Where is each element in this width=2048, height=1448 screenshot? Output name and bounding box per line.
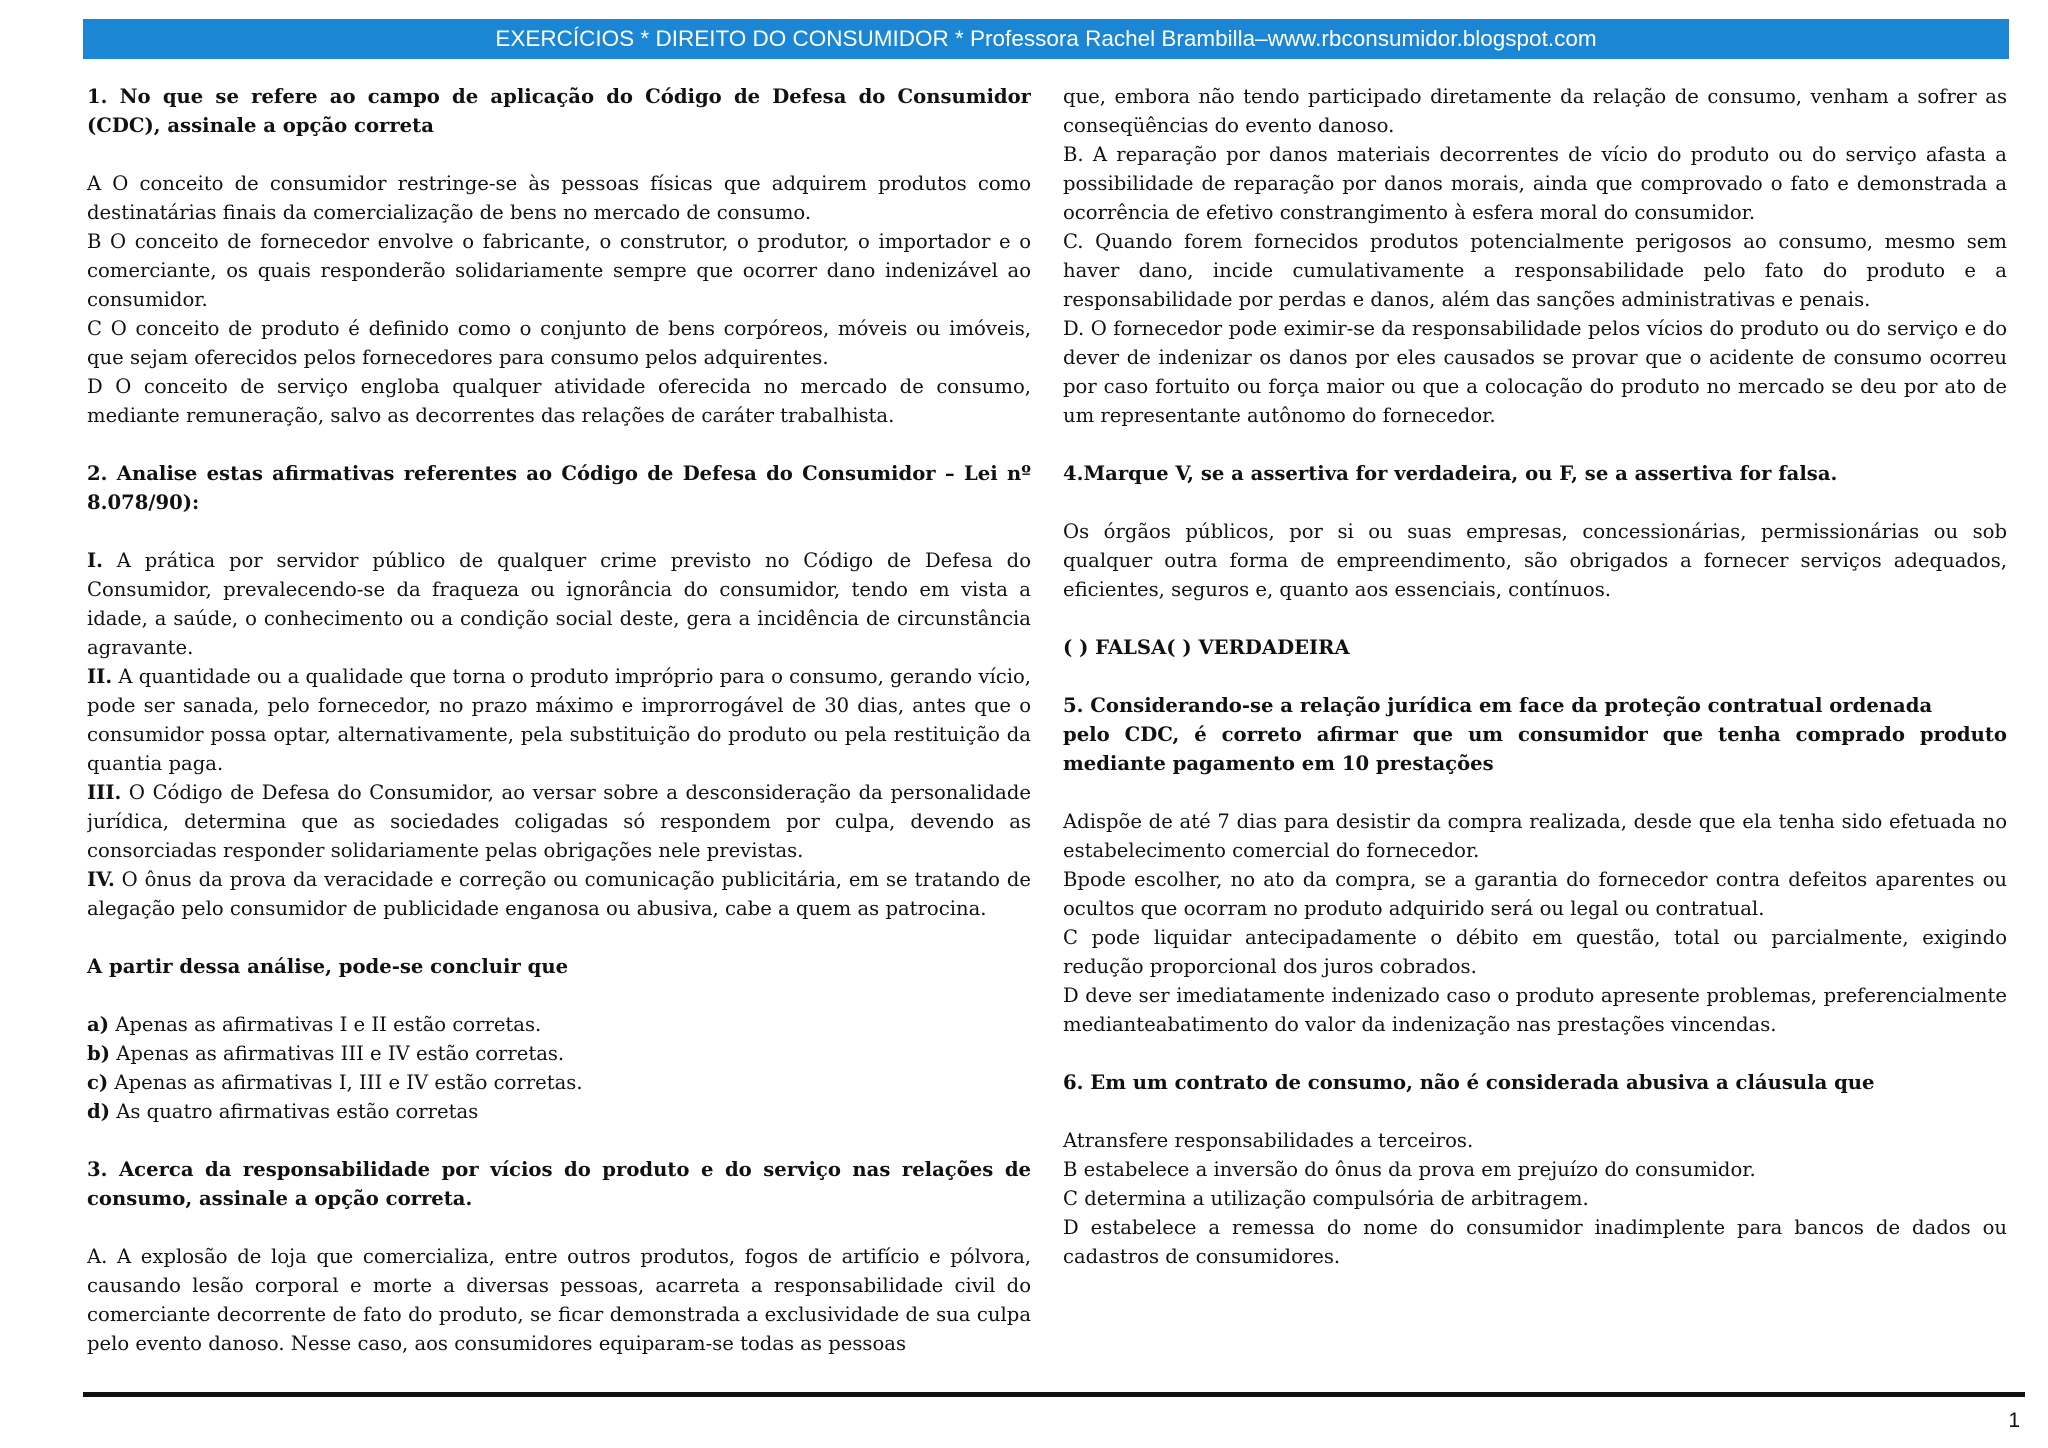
question-2-statement-2 bbox=[87, 662, 1031, 778]
page-number: 1 bbox=[2008, 1409, 2020, 1432]
statement-label: II. bbox=[87, 665, 113, 688]
question-1-option-d: D O conceito de serviço engloba qualquer atividade oferecida no mercado de consumo, mediante remuneração, salvo as decorrentes das relações de caráter trabalhista. bbox=[87, 375, 1031, 427]
question-5-option-b: Bpode escolher, no ato da compra, se a garantia do fornecedor contra defeitos aparentes ou ocultos que ocorram no produto adquirido será ou legal ou contratual. bbox=[1063, 868, 2007, 920]
question-5-title-line1: 5. Considerando-se a relação jurídica em face da proteção contratual ordenada bbox=[1063, 694, 1933, 717]
question-1-option-c: C O conceito de produto é definido como o conjunto de bens corpóreos, móveis ou imóveis, que sejam oferecidos pelos fornecedores para consumo pelos adquirentes. bbox=[87, 317, 1031, 369]
question-2-title: 2. Analise estas afirmativas referentes ao Código de Defesa do Consumidor – Lei nº 8.078/90): bbox=[87, 462, 1031, 514]
question-6-option-c: C determina a utilização compulsória de arbitragem. bbox=[1063, 1187, 1589, 1210]
question-3-option-a-part2: que, embora não tendo participado diretamente da relação de consumo, venham a sofrer as conseqüências do evento danoso. bbox=[1063, 85, 2007, 137]
question-1-option-b: B O conceito de fornecedor envolve o fabricante, o construtor, o produtor, o importador e o comerciante, os quais responderão solidariamente sempre que ocorrer dano indenizável ao consumidor. bbox=[87, 230, 1031, 311]
question-4-answer: ( ) FALSA( ) VERDADEIRA bbox=[1063, 636, 1350, 659]
question-2-option-a bbox=[87, 1010, 1031, 1039]
question-6-option-d: D estabelece a remessa do nome do consumidor inadimplente para bancos de dados ou cadastros de consumidores. bbox=[1063, 1216, 2007, 1268]
question-1-option-a: A O conceito de consumidor restringe-se às pessoas físicas que adquirem produtos como destinatárias finais da comercialização de bens no mercado de consumo. bbox=[87, 172, 1031, 224]
right-column bbox=[1063, 82, 2007, 1392]
statement-label: IV. bbox=[87, 868, 115, 891]
question-6-option-a: Atransfere responsabilidades a terceiros. bbox=[1063, 1129, 1474, 1152]
option-label: d) bbox=[87, 1100, 110, 1123]
question-2-statement-3 bbox=[87, 778, 1031, 865]
question-3-option-b: B. A reparação por danos materiais decorrentes de vício do produto ou do serviço afasta a possibilidade de reparação por danos morais, ainda que comprovado o fato e demonstrada a ocorrência de efetivo constrangimento à esfera moral do consumidor. bbox=[1063, 143, 2007, 224]
left-column bbox=[87, 82, 1031, 1392]
statement-text: A prática por servidor público de qualquer crime previsto no Código de Defesa do Consumidor, prevalecendo-se da fraqueza ou ignorância do consumidor, tendo em vista a idade, a saúde, o conhecimento ou a condição social deste, gera a incidência de circunstância agravante. bbox=[87, 549, 1031, 659]
statement-text: A quantidade ou a qualidade que torna o produto impróprio para o consumo, gerando vício, pode ser sanada, pelo fornecedor, no prazo máximo e improrrogável de 30 dias, antes que o consumidor possa optar, alternativamente, pela substituição do produto ou pela restituição da quantia paga. bbox=[87, 665, 1031, 775]
statement-label: I. bbox=[87, 549, 103, 572]
question-6-title: 6. Em um contrato de consumo, não é considerada abusiva a cláusula que bbox=[1063, 1071, 1875, 1094]
question-5-option-a: Adispõe de até 7 dias para desistir da compra realizada, desde que ela tenha sido efetuada no estabelecimento comercial do fornecedor. bbox=[1063, 810, 2007, 862]
question-2-option-d bbox=[87, 1097, 1031, 1126]
question-4-title: 4.Marque V, se a assertiva for verdadeira, ou F, se a assertiva for falsa. bbox=[1063, 462, 1838, 485]
question-2-statement-1 bbox=[87, 546, 1031, 662]
option-label: a) bbox=[87, 1013, 109, 1036]
question-5-option-c: C pode liquidar antecipadamente o débito em questão, total ou parcialmente, exigindo redução proporcional dos juros cobrados. bbox=[1063, 926, 2007, 978]
question-2-conclusion: A partir dessa análise, pode-se concluir que bbox=[87, 955, 569, 978]
option-text: As quatro afirmativas estão corretas bbox=[109, 1100, 479, 1123]
statement-text: O Código de Defesa do Consumidor, ao versar sobre a desconsideração da personalidade jurídica, determina que as sociedades coligadas só respondem por culpa, devendo as consorciadas responder solidariamente pelas obrigações nele previstas. bbox=[87, 781, 1031, 862]
question-2-statement-4 bbox=[87, 865, 1031, 923]
question-1-title: 1. No que se refere ao campo de aplicação do Código de Defesa do Consumidor (CDC), assinale a opção correta bbox=[87, 85, 1031, 137]
page-header bbox=[83, 19, 2009, 59]
question-6-option-b: B estabelece a inversão do ônus da prova em prejuízo do consumidor. bbox=[1063, 1158, 1756, 1181]
question-3-option-d: D. O fornecedor pode eximir-se da responsabilidade pelos vícios do produto ou do serviço e do dever de indenizar os danos por eles causados se provar que o acidente de consumo ocorreu por caso fortuito ou força maior ou que a colocação do produto no mercado se deu por ato de um representante autônomo do fornecedor. bbox=[1063, 317, 2007, 427]
statement-label: III. bbox=[87, 781, 122, 804]
question-2-option-c bbox=[87, 1068, 1031, 1097]
question-2-option-b bbox=[87, 1039, 1031, 1068]
question-3-title: 3. Acerca da responsabilidade por vícios do produto e do serviço nas relações de consumo, assinale a opção correta. bbox=[87, 1158, 1031, 1210]
question-3-option-c: C. Quando forem fornecidos produtos potencialmente perigosos ao consumo, mesmo sem haver dano, incide cumulativamente a responsabilidade pelo fato do produto e a responsabilidade por perdas e danos, além das sanções administrativas e penais. bbox=[1063, 230, 2007, 311]
option-label: b) bbox=[87, 1042, 110, 1065]
option-text: Apenas as afirmativas III e IV estão corretas. bbox=[109, 1042, 565, 1065]
option-label: c) bbox=[87, 1071, 109, 1094]
question-4-text: Os órgãos públicos, por si ou suas empresas, concessionárias, permissionárias ou sob qualquer outra forma de empreendimento, são obrigados a fornecer serviços adequados, eficientes, seguros e, quanto aos essenciais, contínuos. bbox=[1063, 520, 2007, 601]
option-text: Apenas as afirmativas I e II estão corretas. bbox=[108, 1013, 542, 1036]
question-3-option-a-part1: A. A explosão de loja que comercializa, entre outros produtos, fogos de artifício e pólvora, causando lesão corporal e morte a diversas pessoas, acarreta a responsabilidade civil do comerciante decorrente de fato do produto, se ficar demonstrada a exclusividade de sua culpa pelo evento danoso. Nesse caso, aos consumidores equiparam-se todas as pessoas bbox=[87, 1245, 1031, 1355]
question-5-option-d: D deve ser imediatamente indenizado caso o produto apresente problemas, preferencialmente medianteabatimento do valor da indenização nas prestações vincendas. bbox=[1063, 984, 2007, 1036]
statement-text: O ônus da prova da veracidade e correção ou comunicação publicitária, em se tratando de alegação pelo consumidor de publicidade enganosa ou abusiva, cabe a quem as patrocina. bbox=[87, 868, 1031, 920]
footer-divider bbox=[83, 1392, 2025, 1397]
question-5-title-rest: pelo CDC, é correto afirmar que um consumidor que tenha comprado produto mediante pagamento em 10 prestações bbox=[1063, 723, 2007, 775]
option-text: Apenas as afirmativas I, III e IV estão corretas. bbox=[108, 1071, 583, 1094]
header-title: EXERCÍCIOS * DIREITO DO CONSUMIDOR * Professora Rachel Brambilla–www.rbconsumidor.blogspot.com bbox=[495, 26, 1597, 51]
